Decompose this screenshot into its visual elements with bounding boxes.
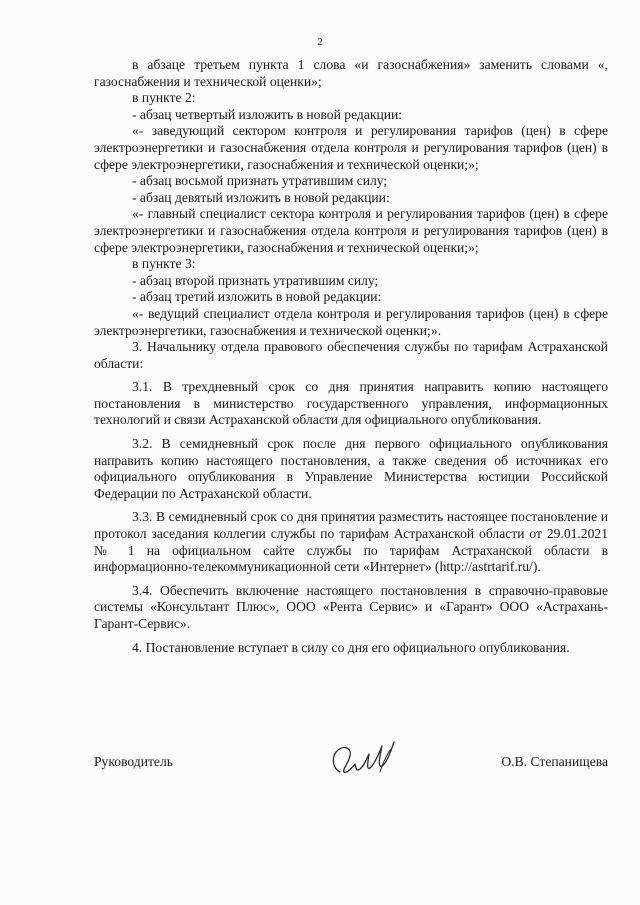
handwritten-signature-icon bbox=[322, 738, 402, 784]
paragraph-4: «- заведующий сектором контроля и регулирования тарифов (цен) в сфере электроэнергетики и газоснабжения отдела контроля и регулирования тарифов (цен) в сфере электроэнергетики, газоснабжения и технической оценки;»; bbox=[94, 123, 608, 172]
paragraph-6: - абзац девятый изложить в новой редакции: bbox=[132, 189, 390, 205]
paragraph-8: в пункте 3: bbox=[132, 256, 196, 272]
paragraph-10: - абзац третий изложить в новой редакции: bbox=[132, 289, 382, 305]
paragraph-12: 3. Начальнику отдела правового обеспечения службы по тарифам Астраханской области: bbox=[94, 339, 608, 371]
page-number: 2 bbox=[317, 36, 323, 48]
paragraph-17: 4. Постановление вступает в силу со дня его официального опубликования. bbox=[132, 639, 570, 655]
document-body bbox=[94, 57, 608, 656]
signatory-name: О.В. Степанищева bbox=[501, 754, 608, 769]
paragraph-5: - абзац восьмой признать утратившим силу; bbox=[132, 173, 388, 189]
paragraph-16: 3.4. Обеспечить включение настоящего постановления в справочно-правовые системы «Консультант Плюс», ООО «Рента Сервис» и «Гарант» ООО «Астрахань-Гарант-Сервис». bbox=[94, 582, 608, 631]
paragraph-1: в абзаце третьем пункта 1 слова «и газоснабжения» заменить словами «, газоснабжения и технической оценки»; bbox=[94, 57, 608, 89]
paragraph-14: 3.2. В семидневный срок после дня первого официального опубликования направить копию настоящего постановления, а также сведения об источниках его официального опубликования в Управление Министерства юстиции Российской Федерации по Астраханской области. bbox=[94, 436, 608, 501]
paragraph-15: 3.3. В семидневный срок со дня принятия разместить настоящее постановление и протокол заседания коллегии службы по тарифам Астраханской области от 29.01.2021 № 1 на официальном сайте службы по тарифам Астраханской области в информационно-телекоммуникационной сети «Интернет» (http://astrtarif.ru/). bbox=[94, 509, 608, 575]
paragraph-11: «- ведущий специалист отдела контроля и регулирования тарифов (цен) в сфере электроэнергетики, газоснабжения и технической оценки;». bbox=[94, 305, 608, 338]
paragraph-13: 3.1. В трехдневный срок со дня принятия направить копию настоящего постановления в министерство государственного управления, информационных технологий и связи Астраханской области для официального опубликования. bbox=[94, 379, 608, 428]
signature-block bbox=[94, 748, 608, 788]
signatory-role: Руководитель bbox=[94, 754, 173, 769]
paragraph-2: в пункте 2: bbox=[132, 90, 196, 106]
paragraph-7: «- главный специалист сектора контроля и регулирования тарифов (цен) в сфере электроэнергетики и газоснабжения отдела контроля и регулирования тарифов (цен) в сфере электроэнергетики, газоснабжения и технической оценки;»; bbox=[94, 206, 608, 255]
paragraph-3: - абзац четвертый изложить в новой редакции: bbox=[132, 106, 403, 122]
paragraph-9: - абзац второй признать утратившим силу; bbox=[132, 272, 379, 288]
